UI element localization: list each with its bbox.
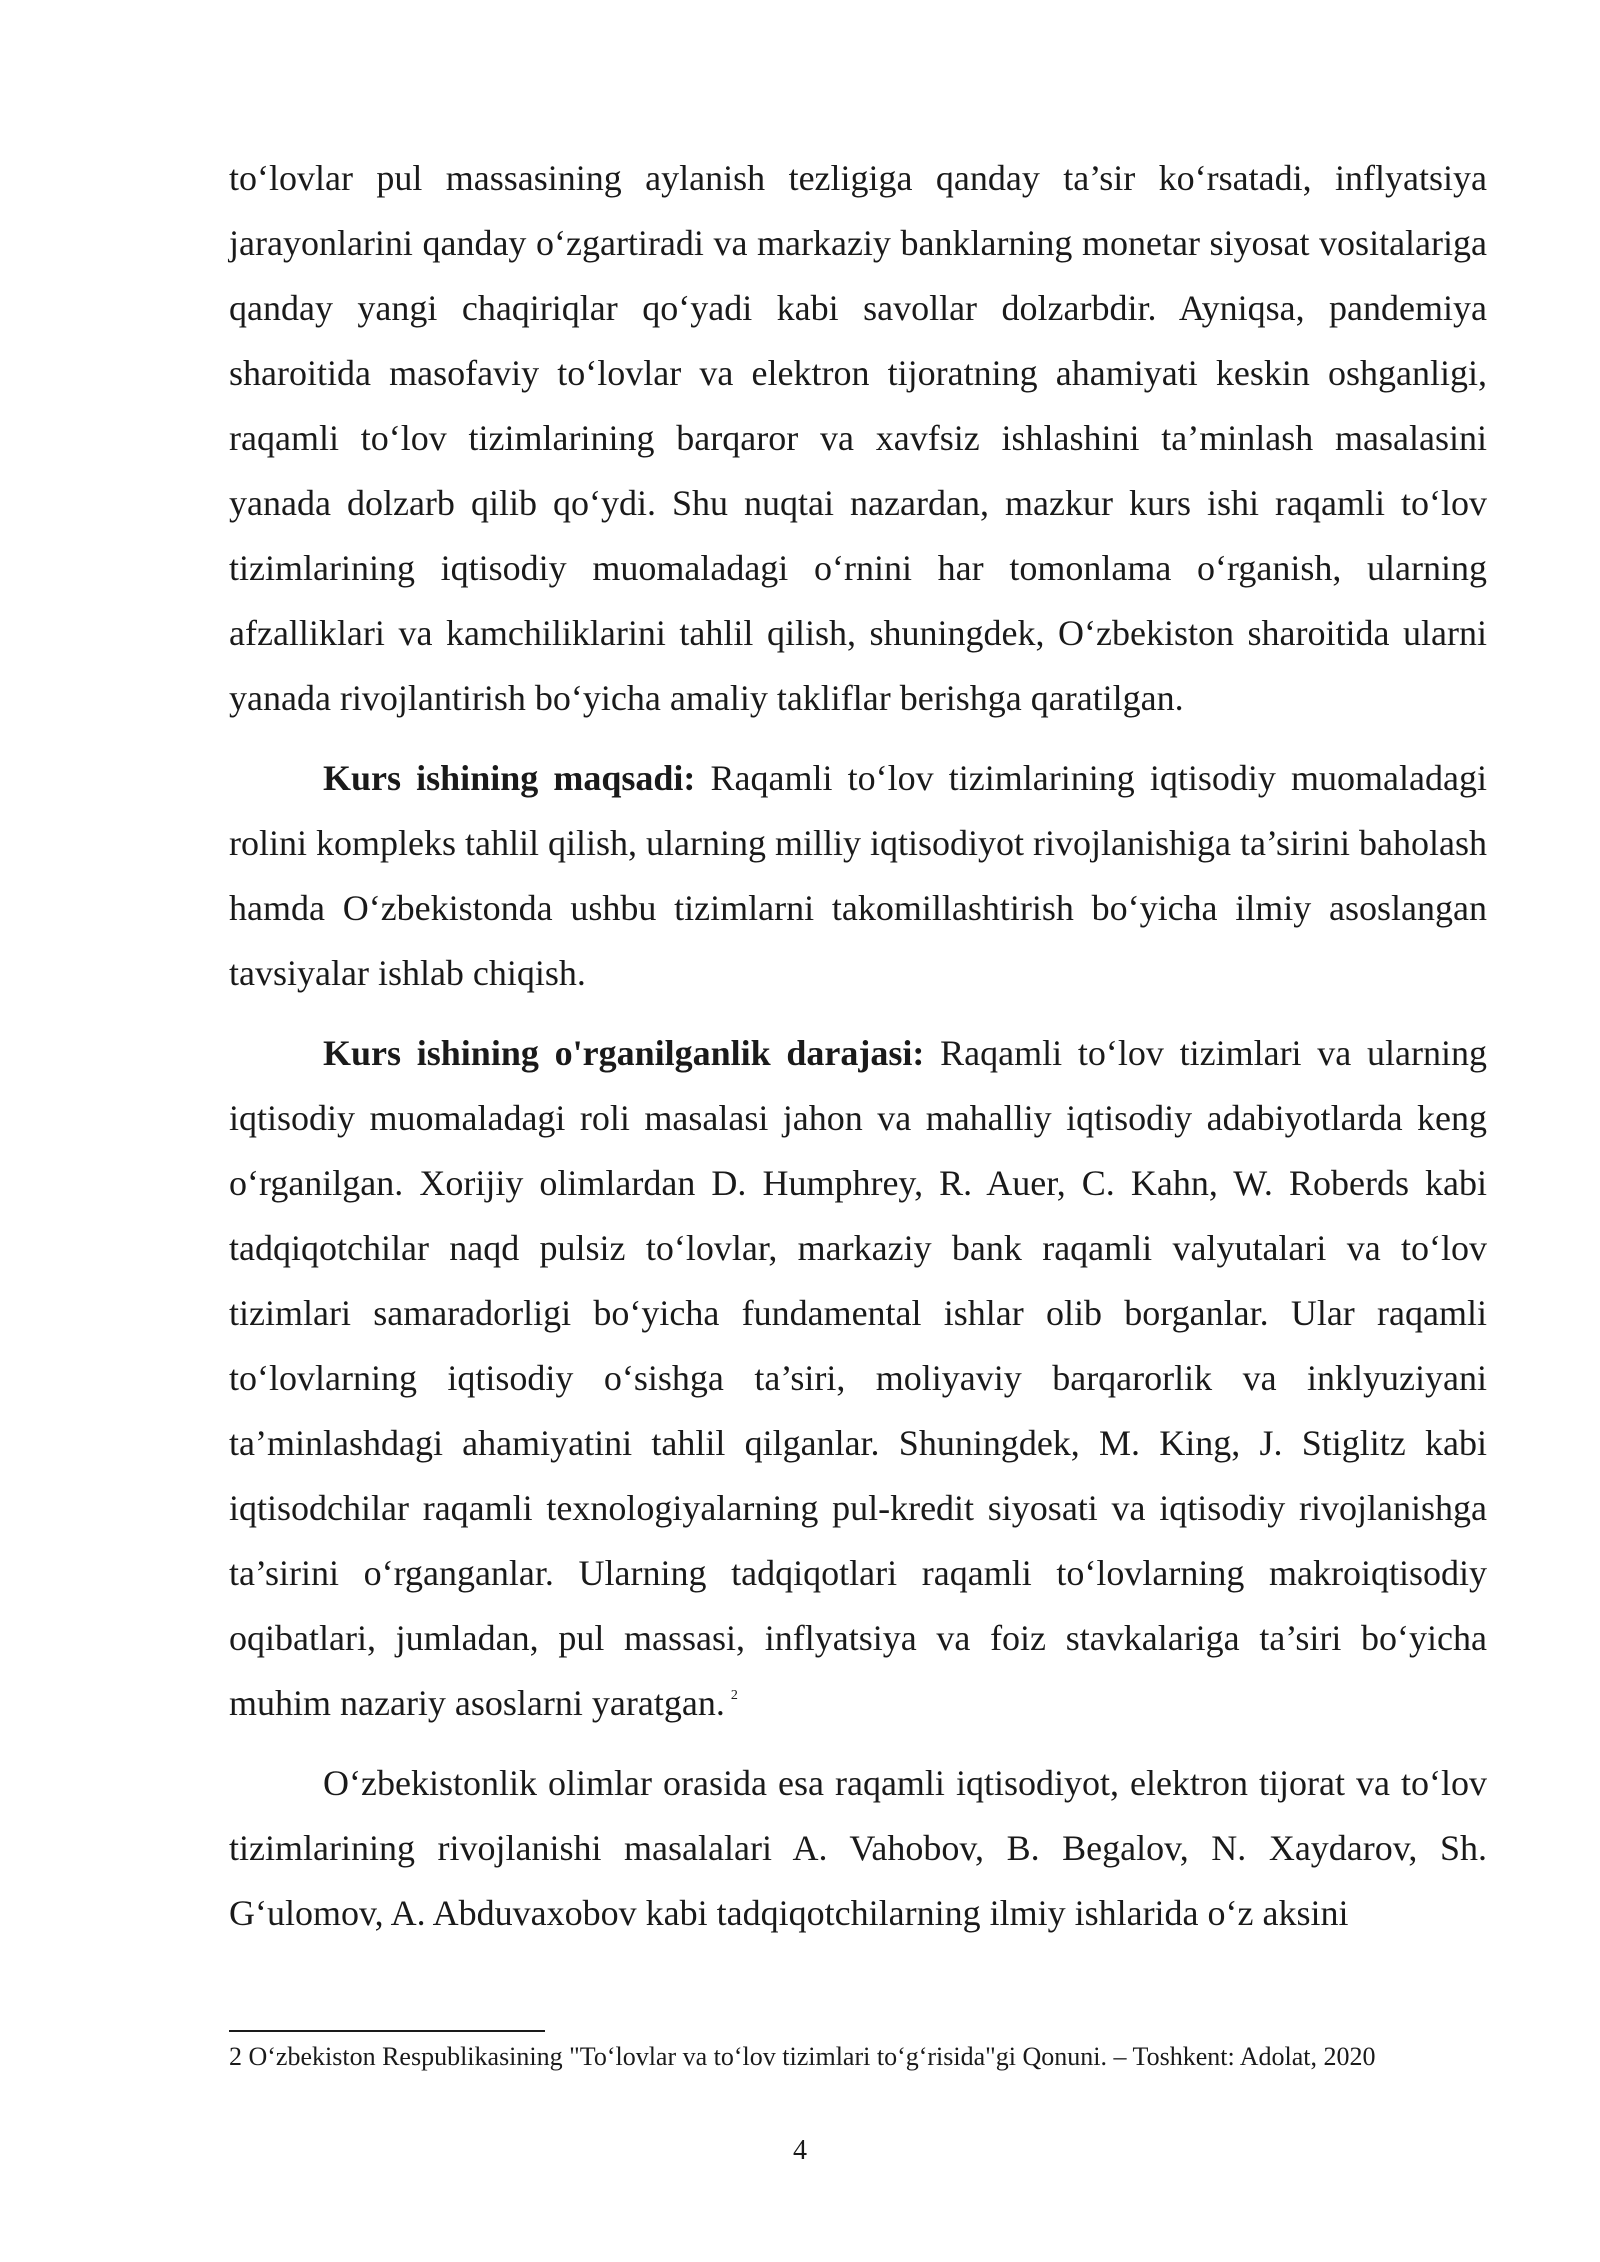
paragraph-lead-heading: Kurs ishining maqsadi:	[323, 758, 696, 798]
paragraph-text: Raqamli to‘lov tizimlari va ularning iqtisodiy muomaladagi roli masalasi jahon va mahalliy iqtisodiy adabiyotlarda keng o‘rganilgan. Xorijiy olimlardan D. Humphrey, R. Auer, C. Kahn, W. Roberds kabi tadqiqotchilar naqd pulsiz to‘lovlar, markaziy bank raqamli valyutalari va to‘lov tizimlari samaradorligi bo‘yicha fundamental ishlar olib borganlar. Ular raqamli to‘lovlarning iqtisodiy o‘sishga ta’siri, moliyaviy barqarorlik va inklyuziyani ta’minlashdagi ahamiyatini tahlil qilganlar. Shuningdek, M. King, J. Stiglitz kabi iqtisodchilar raqamli texnologiyalarning pul-kredit siyosati va iqtisodiy rivojlanishga ta’sirini o‘rganganlar. Ularning tadqiqotlari raqamli to‘lovlarning makroiqtisodiy oqibatlari, jumladan, pul massasi, inflyatsiya va foiz stavkalariga ta’siri bo‘yicha muhim nazariy asoslarni yaratgan.	[229, 1033, 1488, 1723]
footnote: 2 O‘zbekiston Respublikasining "To‘lovlar va to‘lov tizimlari to‘g‘risida"gi Qonuni. – Toshkent: Adolat, 2020	[229, 2042, 1376, 2071]
paragraph-text: Raqamli to‘lov tizimlarining iqtisodiy muomaladagi rolini kompleks tahlil qilish, ularning milliy iqtisodiyot rivojlanishiga ta’sirini baholash hamda O‘zbekistonda ushbu tizimlarni takomillashtirish bo‘yicha ilmiy asoslangan tavsiyalar ishlab chiqish.	[229, 758, 1487, 993]
paragraph-study-level	[229, 1021, 1487, 1736]
paragraph-continuation	[229, 146, 1487, 731]
footnote-reference: 2	[730, 1688, 738, 1703]
paragraph-lead-heading: Kurs ishining o'rganilganlik darajasi:	[323, 1033, 925, 1073]
paragraph-local-scholars	[229, 1751, 1487, 1946]
paragraph-aim	[229, 746, 1487, 1006]
footnote-separator	[229, 2030, 545, 2032]
body-text	[229, 146, 1487, 1946]
page-number: 4	[793, 2135, 807, 2166]
paragraph-text: O‘zbekistonlik olimlar orasida esa raqamli iqtisodiyot, elektron tijorat va to‘lov tizimlarining rivojlanishi masalalari A. Vahobov, B. Begalov, N. Xaydarov, Sh. G‘ulomov, A. Abduvaxobov kabi tadqiqotchilarning ilmiy ishlarida o‘z aksini	[229, 1763, 1487, 1933]
paragraph-text: to‘lovlar pul massasining aylanish tezligiga qanday ta’sir ko‘rsatadi, inflyatsiya jarayonlarini qanday o‘zgartiradi va markaziy banklarning monetar siyosat vositalariga qanday yangi chaqiriqlar qo‘yadi kabi savollar dolzarbdir. Ayniqsa, pandemiya sharoitida masofaviy to‘lovlar va elektron tijoratning ahamiyati keskin oshganligi, raqamli to‘lov tizimlarining barqaror va xavfsiz ishlashini ta’minlash masalasini yanada dolzarb qilib qo‘ydi. Shu nuqtai nazardan, mazkur kurs ishi raqamli to‘lov tizimlarining iqtisodiy muomaladagi o‘rnini har tomonlama o‘rganish, ularning afzalliklari va kamchiliklarini tahlil qilish, shuningdek, O‘zbekiston sharoitida ularni yanada rivojlantirish bo‘yicha amaliy takliflar berishga qaratilgan.	[229, 158, 1487, 718]
